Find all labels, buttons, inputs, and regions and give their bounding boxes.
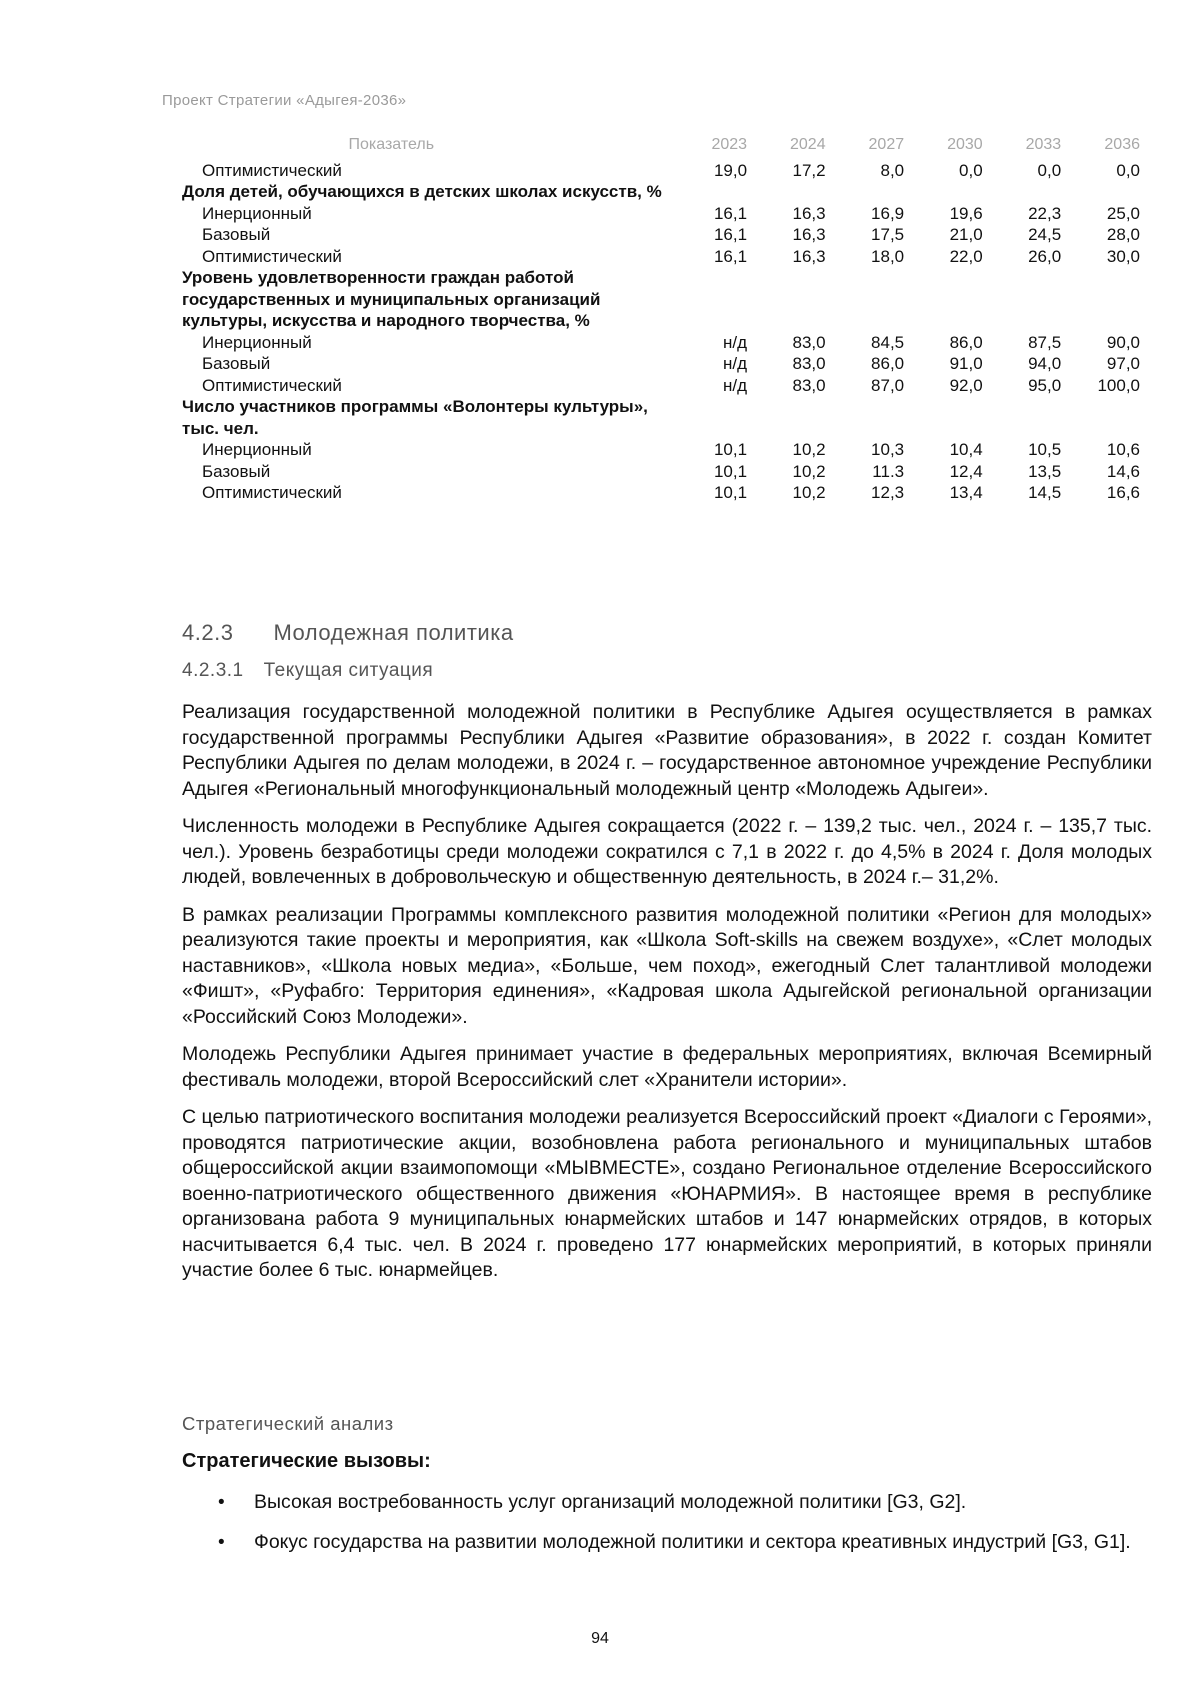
paragraph: Численность молодежи в Республике Адыгея сокращается (2022 г. – 139,2 тыс. чел., 2024 г. – 135,7 тыс. чел.). Уровень безработицы среди молодежи сократился с 7,1 в 2022 г. до 4,5% в 2024 г. Доля молодых людей, вовлеченных в добровольческую и общественную деятельность, в 2024 г.– 31,2%. [182,815,1152,888]
table-row [182,160,1142,182]
table-cell: 26,0 [1028,246,1062,266]
table-cell: н/д [723,332,748,352]
table-cell: 13,5 [1028,461,1062,481]
column-header: 2036 [1104,136,1140,153]
list-item-text: Высокая востребованность услуг организаций молодежной политики [G3, G2]. [254,1491,967,1513]
table-cell: 12,3 [871,483,905,502]
table-row [182,482,1142,504]
table-cell: 24,5 [1028,225,1062,244]
table-row [182,353,1142,375]
table-cell: 0,0 [1037,160,1062,180]
scenario-name: Базовый [202,354,271,373]
table-cell: 10,1 [713,461,748,481]
scenario-name: Инерционный [202,203,312,223]
table-cell-empty [906,267,985,332]
table-cell: 86,0 [949,332,983,352]
table-row [182,246,1142,268]
table-group-row [182,181,1142,203]
table-row [182,332,1142,354]
list-item-text: Фокус государства на развитии молодежной политики и сектора креативных индустрий [G3, G1]. [254,1530,1131,1553]
strategic-challenges-heading: Стратегические вызовы: [182,1450,431,1472]
table-cell-empty [906,396,985,439]
table-cell: н/д [723,375,748,395]
table-cell-empty [749,396,828,439]
table-cell: 83,0 [792,354,826,373]
table-cell: 10,1 [713,483,748,502]
subsection-number: 4.2.3.1 [182,660,244,681]
table-cell: 16,9 [871,203,905,223]
paragraph: Реализация государственной молодежной политики в Республике Адыгея осуществляется в рамках государственной программы Республики Адыгея «Развитие образования», в 2022 г. создан Комитет Республики Адыгея по делам молодежи, в 2024 г. – государственное автономное учреждение Республики Адыгея «Региональный многофункциональный молодежный центр «Молодежь Адыгеи». [182,701,1152,800]
table-cell-empty [1063,181,1142,203]
table-cell-empty [985,267,1064,332]
table-row [182,461,1142,483]
table-cell: 19,6 [949,203,983,223]
indicator-name: Число участников программы «Волонтеры культуры», тыс. чел. [182,397,648,438]
indicator-name: Доля детей, обучающихся в детских школах искусств, % [182,182,662,201]
table-cell: 22,0 [949,246,983,266]
table-cell: 8,0 [880,160,905,180]
table-cell-empty [1063,396,1142,439]
table-body [182,160,1142,504]
subsection-heading [182,660,433,682]
table-cell-empty [828,267,907,332]
section-number: 4.2.3 [182,620,234,645]
running-header: Проект Стратегии «Адыгея-2036» [162,92,407,109]
table-cell: 17,5 [871,225,905,244]
table-cell: 22,3 [1028,203,1062,223]
table-cell: 25,0 [1106,203,1140,223]
table-row [182,375,1142,397]
table-cell: 86,0 [871,354,905,373]
table-cell: 0,0 [959,160,983,180]
table-cell: 21,0 [949,225,983,244]
scenario-name: Инерционный [202,332,312,352]
table-cell: 83,0 [792,332,826,352]
table-cell: 16,6 [1106,483,1140,502]
table-cell-empty [671,396,750,439]
list-item [182,1530,1152,1556]
table-cell: 13,4 [949,483,983,502]
table-cell: 91,0 [949,354,983,373]
challenges-list [182,1490,1152,1569]
column-header: 2023 [711,136,748,153]
table-cell-empty [1063,267,1142,332]
table-row [182,224,1142,246]
scenario-name: Оптимистический [202,160,342,180]
table-cell: 97,0 [1106,354,1140,373]
table-row [182,439,1142,461]
table-cell: 16,1 [713,225,748,244]
table-cell-empty [906,181,985,203]
table-cell: 100,0 [1097,375,1140,395]
body-text [182,700,1152,1296]
table-cell: 84,5 [871,332,905,352]
table-cell: 16,1 [713,203,748,223]
table-cell: 16,3 [792,203,826,223]
table-cell: 19,0 [713,160,748,180]
scenario-name: Оптимистический [202,483,342,502]
table-cell: 14,5 [1028,483,1062,502]
table-cell: 0,0 [1116,160,1140,180]
scenario-name: Оптимистический [202,246,342,266]
table-cell: 10,2 [792,440,826,459]
paragraph: Молодежь Республики Адыгея принимает участие в федеральных мероприятиях, включая Всемирный фестиваль молодежи, второй Всероссийский слет «Хранители истории». [182,1043,1152,1091]
table-cell: 10,1 [713,440,748,459]
table-cell: 17,2 [792,160,826,180]
list-item [182,1490,1152,1516]
table-cell: 87,5 [1028,332,1062,352]
column-header: Показатель [348,136,435,153]
table-cell: 87,0 [871,375,905,395]
table-cell: 90,0 [1106,332,1140,352]
column-header: 2030 [947,136,983,153]
scenario-name: Базовый [202,461,271,481]
table-cell: 12,4 [949,461,983,481]
table-cell: 10,6 [1106,440,1140,459]
table-cell: 10,3 [871,440,905,459]
table-cell: 28,0 [1106,225,1140,244]
bullet-icon: • [218,1492,225,1513]
indicator-name: Уровень удовлетворенности граждан работой государственных и муниципальных организаций культуры, искусства и народного творчества, % [182,268,601,330]
table-cell: 94,0 [1028,354,1062,373]
table-header-row [182,134,1142,160]
table-cell-empty [828,181,907,203]
table-cell: 16,3 [792,225,826,244]
column-header: 2033 [1025,136,1062,153]
column-header: 2024 [790,136,826,153]
table-cell: 10,2 [792,461,826,481]
table-cell: 92,0 [949,375,983,395]
table-cell: 16,3 [792,246,826,266]
table-row [182,203,1142,225]
table-cell: 10,4 [949,440,983,459]
table-cell-empty [749,267,828,332]
page-number: 94 [591,1630,609,1647]
table-cell: 83,0 [792,375,826,395]
scenario-name: Базовый [202,225,271,244]
table-group-row [182,267,1142,332]
indicators-table [182,134,1142,504]
table-cell: 14,6 [1106,461,1140,481]
table-cell: 95,0 [1028,375,1062,395]
subsection-title: Текущая ситуация [263,660,434,681]
table-group-row [182,396,1142,439]
bullet-icon: • [218,1531,225,1553]
table-cell: н/д [723,354,748,373]
section-heading [182,620,514,646]
scenario-name: Инерционный [202,440,312,459]
table-cell-empty [985,396,1064,439]
table-cell-empty [749,181,828,203]
table-cell: 10,5 [1028,440,1062,459]
table-cell-empty [985,181,1064,203]
table-cell: 16,1 [713,246,748,266]
table-cell-empty [828,396,907,439]
paragraph: С целью патриотического воспитания молодежи реализуется Всероссийский проект «Диалоги с Героями», проводятся патриотические акции, возобновлена работа регионального и муниципальных штабов общероссийской акции взаимопомощи «МЫВМЕСТЕ», создано Региональное отделение Всероссийского военно-патриотического общественного движения «ЮНАРМИЯ». В настоящее время в республике организована работа 9 муниципальных юнармейских штабов и 147 юнармейских отрядов, в которых насчитывается 6,4 тыс. чел. В 2024 г. проведено 177 юнармейских мероприятий, в которых приняли участие более 6 тыс. юнармейцев. [182,1106,1152,1281]
column-header: 2027 [868,136,905,153]
strategic-analysis-heading: Стратегический анализ [182,1413,394,1434]
section-title: Молодежная политика [273,620,514,645]
table-cell-empty [671,267,750,332]
table-cell: 30,0 [1106,246,1140,266]
table-cell: 10,2 [792,483,826,502]
scenario-name: Оптимистический [202,375,342,395]
table-cell-empty [671,181,750,203]
table-cell: 18,0 [871,246,905,266]
paragraph: В рамках реализации Программы комплексного развития молодежной политики «Регион для молодых» реализуются такие проекты и мероприятия, как «Школа Soft-skills на свежем воздухе», «Слет молодых наставников», «Школа новых медиа», «Больше, чем поход», ежегодный Слет талантливой молодежи «Фишт», «Руфабго: Территория единения», «Кадровая школа Адыгейской региональной организации «Российский Союз Молодежи». [182,903,1152,1028]
table-cell: 11.3 [872,461,905,481]
